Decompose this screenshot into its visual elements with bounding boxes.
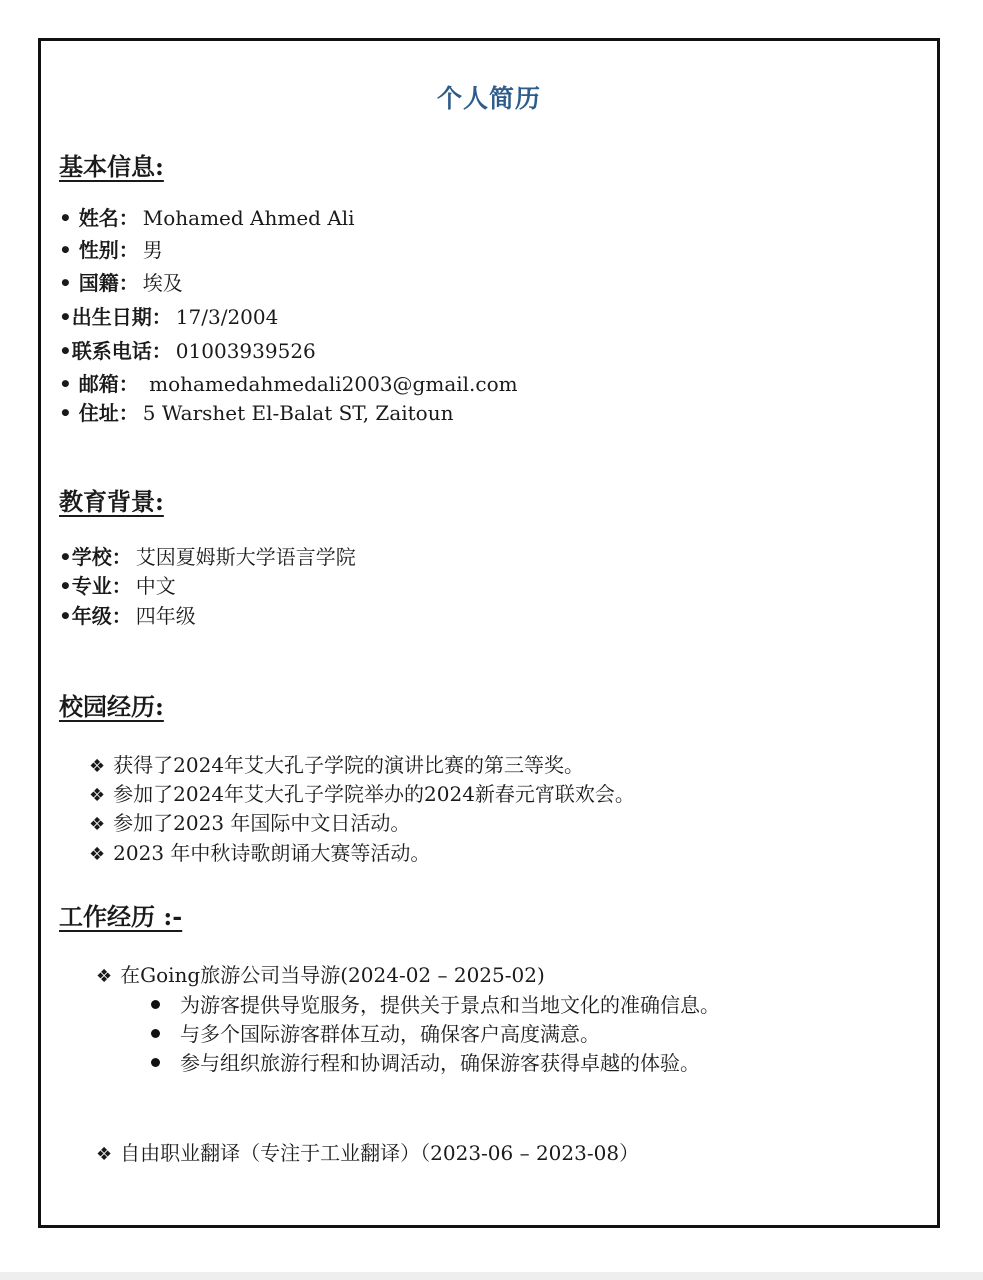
info-label: • 住址： (59, 401, 139, 425)
job-detail (151, 989, 720, 1018)
edu-school (59, 541, 356, 570)
edu-grade (59, 600, 196, 629)
bullet-dot-icon (151, 1058, 160, 1067)
campus-item (89, 749, 584, 778)
edu-major (59, 570, 176, 599)
bullet-dot-icon (151, 1000, 160, 1009)
info-value: 17/3/2004 (175, 305, 279, 329)
job-detail-text: 为游客提供导览服务，提供关于景点和当地文化的准确信息。 (180, 993, 720, 1017)
job-detail (151, 1018, 600, 1047)
info-value: 男 (142, 238, 163, 262)
job-title (96, 1137, 639, 1166)
info-label: •出生日期： (59, 305, 172, 329)
basic-info-heading: 基本信息: (59, 152, 164, 181)
campus-item-text: 2023 年中秋诗歌朗诵大赛等活动。 (113, 841, 431, 865)
diamond-bullet-icon: ❖ (89, 756, 106, 777)
info-label: • 邮箱： (59, 372, 139, 396)
diamond-bullet-icon: ❖ (96, 966, 113, 987)
info-value: 01003939526 (175, 339, 316, 363)
campus-item-text: 参加了2024年艾大孔子学院举办的2024新春元宵联欢会。 (113, 782, 635, 806)
info-name (59, 202, 355, 231)
info-nationality (59, 267, 183, 296)
campus-item-text: 参加了2023 年国际中文日活动。 (113, 811, 411, 835)
info-label: •年级： (59, 604, 132, 628)
info-value: Mohamed Ahmed Ali (142, 206, 355, 230)
info-value: 四年级 (135, 604, 196, 628)
diamond-bullet-icon: ❖ (96, 1144, 113, 1165)
diamond-bullet-icon: ❖ (89, 844, 106, 865)
info-gender (59, 234, 163, 263)
job-title (96, 959, 545, 988)
bullet-dot-icon (151, 1029, 160, 1038)
info-value: 埃及 (142, 271, 183, 295)
job-detail-text: 与多个国际游客群体互动，确保客户高度满意。 (180, 1022, 600, 1046)
campus-heading: 校园经历: (59, 692, 164, 721)
job-detail-text: 参与组织旅游行程和协调活动，确保游客获得卓越的体验。 (180, 1051, 700, 1075)
info-label: • 国籍： (59, 271, 139, 295)
info-email (59, 368, 518, 397)
info-value: 中文 (135, 574, 176, 598)
job-title-text: 在Going旅游公司当导游(2024-02 – 2025-02) (120, 963, 545, 987)
info-value: 艾因夏姆斯大学语言学院 (135, 545, 356, 569)
job-detail (151, 1047, 700, 1076)
diamond-bullet-icon: ❖ (89, 785, 106, 806)
info-value: mohamedahmedali2003@gmail.com (142, 372, 518, 396)
campus-item-text: 获得了2024年艾大孔子学院的演讲比赛的第三等奖。 (113, 753, 585, 777)
campus-item (89, 837, 430, 866)
resume-page (38, 38, 940, 1228)
info-birthdate (59, 301, 278, 330)
info-label: •专业： (59, 574, 132, 598)
info-label: •联系电话： (59, 339, 172, 363)
info-label: • 性别： (59, 238, 139, 262)
diamond-bullet-icon: ❖ (89, 814, 106, 835)
info-label: • 姓名： (59, 206, 139, 230)
resume-title: 个人简历 (436, 84, 541, 113)
education-heading: 教育背景: (59, 487, 164, 516)
campus-item (89, 807, 410, 836)
info-label: •学校： (59, 545, 132, 569)
info-address (59, 397, 453, 426)
page-bottom-strip (0, 1272, 983, 1280)
job-title-text: 自由职业翻译（专注于工业翻译）（2023-06 – 2023-08） (120, 1141, 640, 1165)
info-phone (59, 335, 316, 364)
campus-item (89, 778, 635, 807)
work-heading: 工作经历 :- (59, 902, 183, 931)
info-value: 5 Warshet El-Balat ST, Zaitoun (142, 401, 454, 425)
